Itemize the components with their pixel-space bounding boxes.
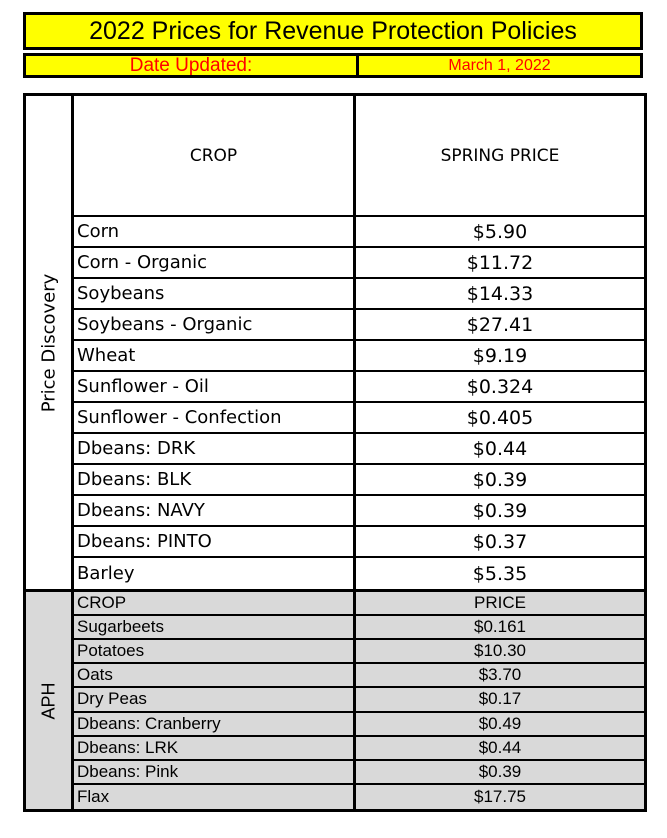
crop-cell: Barley: [74, 558, 356, 589]
price-cell: $11.72: [466, 251, 534, 274]
aph-price-column-header: PRICE: [474, 593, 526, 613]
crop-cell: Dbeans: PINTO: [74, 527, 356, 556]
table-row: [74, 558, 644, 589]
crop-cell: Corn: [74, 217, 356, 246]
table-row: [74, 434, 644, 465]
price-discovery-rows: [74, 217, 644, 589]
crop-cell: Dbeans: Cranberry: [74, 713, 356, 735]
aph-rows: [74, 592, 644, 809]
price-cell: $3.70: [478, 665, 522, 685]
price-cell: $0.39: [472, 499, 528, 522]
price-cell: $0.49: [478, 713, 522, 733]
price-discovery-header-row: [74, 96, 644, 217]
table-row: [74, 248, 644, 279]
crop-column-header: CROP: [74, 96, 356, 215]
crop-cell: Soybeans - Organic: [74, 310, 356, 339]
price-cell: $17.75: [474, 786, 526, 806]
price-cell: $0.17: [478, 689, 522, 709]
crop-cell: Soybeans: [74, 279, 356, 308]
price-cell: $27.41: [466, 313, 534, 336]
table-row: [74, 403, 644, 434]
crop-cell: Corn - Organic: [74, 248, 356, 277]
aph-crop-column-header: CROP: [74, 592, 356, 614]
table-row: [74, 664, 644, 688]
crop-cell: Sunflower - Oil: [74, 372, 356, 401]
spring-price-column-header: SPRING PRICE: [440, 145, 560, 166]
date-updated-label: Date Updated:: [26, 56, 359, 75]
table-row: [74, 616, 644, 640]
page-title: 2022 Prices for Revenue Protection Policies: [23, 12, 643, 50]
price-discovery-label: Price Discovery: [38, 273, 59, 412]
aph-table: [23, 592, 647, 812]
table-row: [74, 640, 644, 664]
price-discovery-table: [23, 93, 647, 592]
price-discovery-body: [74, 96, 644, 589]
crop-cell: Dbeans: DRK: [74, 434, 356, 463]
crop-cell: Wheat: [74, 341, 356, 370]
table-row: [74, 785, 644, 809]
crop-cell: Dbeans: NAVY: [74, 496, 356, 525]
table-row: [74, 713, 644, 737]
crop-cell: Sunflower - Confection: [74, 403, 356, 432]
date-updated-row: [23, 53, 643, 78]
crop-cell: Dbeans: Pink: [74, 761, 356, 783]
table-row: [74, 465, 644, 496]
price-cell: $0.39: [478, 761, 522, 781]
table-row: [74, 341, 644, 372]
price-cell: $10.30: [474, 641, 526, 661]
aph-side: [26, 592, 74, 809]
crop-cell: Potatoes: [74, 640, 356, 662]
crop-cell: Flax: [74, 785, 356, 809]
table-row: [74, 279, 644, 310]
table-row: [74, 737, 644, 761]
crop-cell: Sugarbeets: [74, 616, 356, 638]
crop-cell: Dbeans: LRK: [74, 737, 356, 759]
table-row: [74, 496, 644, 527]
price-discovery-side: [26, 96, 74, 589]
price-cell: $0.44: [478, 737, 522, 757]
price-cell: $0.405: [466, 406, 534, 429]
table-row: [74, 527, 644, 558]
price-cell: $5.35: [472, 562, 528, 585]
date-updated-value: March 1, 2022: [359, 56, 640, 75]
crop-cell: Dbeans: BLK: [74, 465, 356, 494]
table-row: [74, 217, 644, 248]
price-cell: $0.39: [472, 468, 528, 491]
price-cell: $0.44: [472, 437, 528, 460]
table-row: [74, 761, 644, 785]
aph-label: APH: [38, 681, 58, 720]
price-cell: $5.90: [472, 220, 528, 243]
price-cell: $14.33: [466, 282, 534, 305]
table-row: [74, 372, 644, 403]
crop-cell: Dry Peas: [74, 688, 356, 710]
table-row: [74, 310, 644, 341]
price-cell: $0.324: [466, 375, 534, 398]
price-cell: $9.19: [472, 344, 528, 367]
aph-header-row: [74, 592, 644, 616]
table-row: [74, 688, 644, 712]
price-cell: $0.161: [474, 617, 526, 637]
price-cell: $0.37: [472, 530, 528, 553]
crop-cell: Oats: [74, 664, 356, 686]
